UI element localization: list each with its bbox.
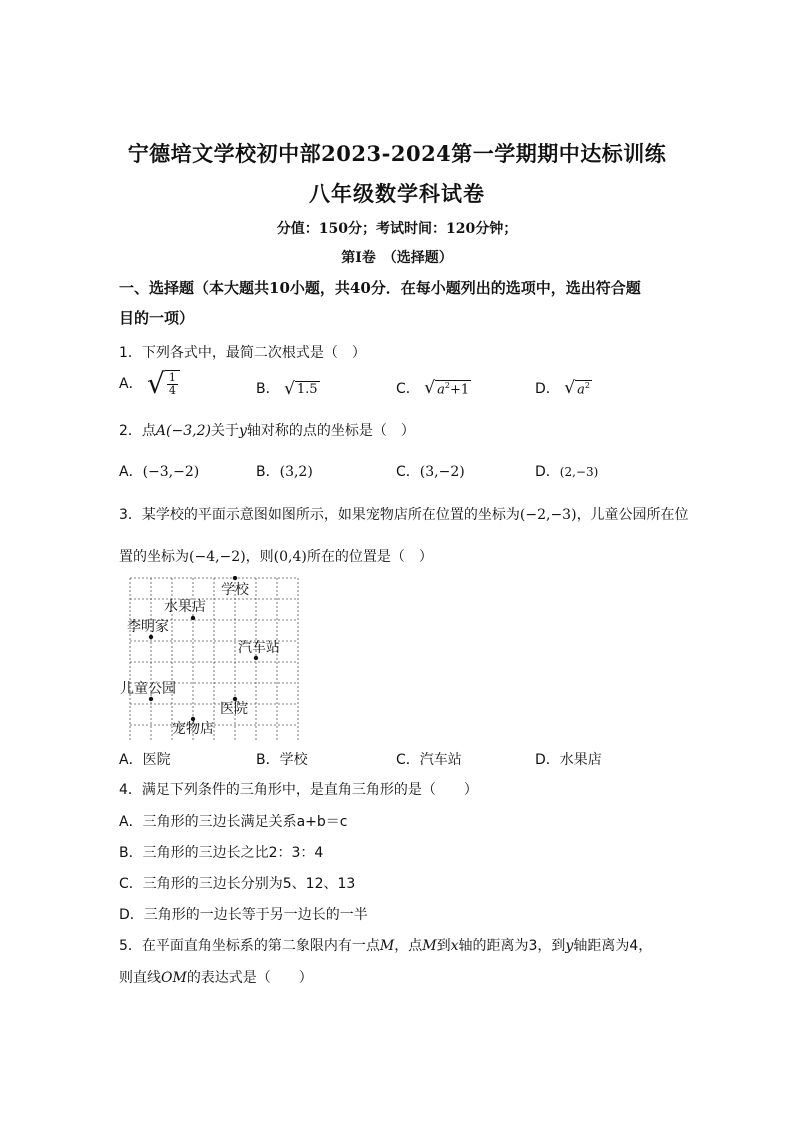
q1-option-a-expr: √ $\frac{1}{4}$ bbox=[147, 370, 180, 398]
q4-option-b: B．三角形的三边长之比2：3：4 bbox=[119, 845, 324, 861]
q2-option-b bbox=[256, 461, 313, 481]
q5-stem1-mid1: ，点 bbox=[394, 938, 423, 954]
q2-option-d-label: D． bbox=[535, 464, 560, 480]
q2-point: A(−3,2) bbox=[155, 423, 211, 439]
q5-point-m: M bbox=[379, 938, 395, 954]
q1-option-d bbox=[535, 378, 592, 398]
q1-option-c bbox=[396, 378, 471, 398]
q1-a-denominator: 4 bbox=[168, 384, 176, 397]
q1-c-exponent: 2 bbox=[444, 381, 450, 391]
q5-stem-line1 bbox=[119, 935, 652, 955]
map-label-fruit-shop: 水果店 bbox=[164, 599, 206, 615]
q3-stem2-pre: 置的坐标为 bbox=[119, 549, 189, 565]
q2-option-c-label: C． bbox=[396, 464, 420, 480]
q1-d-exponent: 2 bbox=[584, 381, 590, 391]
q3-option-c-label: C． bbox=[396, 752, 420, 768]
exam-subtitle: 八年级数学科试卷 bbox=[309, 181, 485, 206]
q2-stem bbox=[119, 420, 415, 440]
exam-title: 宁德培文学校初中部2023-2024第一学期期中达标训练 bbox=[127, 141, 667, 166]
q2-option-a bbox=[119, 461, 199, 481]
q3-stem2-mid: ，则 bbox=[245, 549, 274, 565]
q5-x-axis: x bbox=[450, 938, 459, 954]
map-label-children-park: 儿童公园 bbox=[120, 681, 176, 697]
q3-coord-target: (0,4) bbox=[273, 549, 307, 565]
q3-option-b-value: 学校 bbox=[279, 752, 308, 768]
q1-c-plus: +1 bbox=[449, 382, 470, 398]
q3-option-d-label: D． bbox=[535, 752, 560, 768]
q3-stem2-post: 所在的位置是（ ） bbox=[306, 549, 433, 565]
q3-coord-park: (−4,−2) bbox=[189, 549, 246, 565]
q1-c-var: a bbox=[437, 382, 445, 398]
q2-option-d bbox=[535, 461, 598, 481]
q1-option-c-label: C． bbox=[396, 381, 420, 397]
q1-option-d-expr: √ $a^2$ bbox=[564, 378, 590, 399]
q3-option-d-value: 水果店 bbox=[559, 752, 602, 768]
map-label-bus-station: 汽车站 bbox=[238, 640, 280, 656]
q2-option-c bbox=[396, 461, 465, 481]
q2-stem-pre: 2．点 bbox=[119, 423, 156, 439]
q2-option-a-value: (−3,−2) bbox=[142, 464, 200, 480]
fruit-shop-dot bbox=[191, 616, 195, 620]
q3-option-c bbox=[396, 749, 462, 769]
q5-y-axis: y bbox=[565, 938, 574, 954]
q3-option-c-value: 汽车站 bbox=[419, 752, 462, 768]
q4-option-d: D．三角形的一边长等于另一边长的一半 bbox=[119, 907, 368, 923]
q4-stem: 4．满足下列条件的三角形中，是直角三角形的是（ ） bbox=[119, 782, 478, 798]
q5-stem2-post: 的表达式是（ ） bbox=[186, 970, 313, 986]
li-home-dot bbox=[149, 635, 153, 639]
q5-line-om: OM bbox=[161, 970, 187, 986]
q1-option-a-label: A． bbox=[119, 376, 143, 392]
q5-point-m-2: M bbox=[422, 938, 437, 954]
q5-stem1-post: 轴距离为4， bbox=[573, 938, 653, 954]
q5-stem1-mid3: 轴的距离为3，到 bbox=[458, 938, 566, 954]
campus-map bbox=[120, 576, 320, 741]
q3-stem1-pre: 3．某学校的平面示意图如图所示，如果宠物店所在位置的坐标为 bbox=[119, 507, 520, 523]
q2-option-b-label: B． bbox=[256, 464, 280, 480]
q1-option-b bbox=[256, 378, 320, 398]
q4-option-a: A．三角形的三边长满足关系a+b＝c bbox=[119, 814, 348, 830]
map-label-hospital: 医院 bbox=[220, 701, 248, 717]
q1-option-a bbox=[119, 367, 180, 400]
q5-stem-line2 bbox=[119, 967, 313, 987]
q3-stem1-post: ，儿童公园所在位 bbox=[576, 507, 689, 523]
q2-option-c-value: (3,−2) bbox=[419, 464, 465, 480]
q2-axis: y bbox=[238, 423, 247, 439]
school-dot bbox=[233, 576, 237, 580]
score-time-line: 分值：150分；考试时间：120分钟； bbox=[276, 221, 518, 237]
q1-stem: 1．下列各式中，最简二次根式是（ ） bbox=[119, 345, 366, 361]
map-grid bbox=[130, 578, 298, 741]
q1-option-c-expr: √ $a^2+1$ bbox=[424, 378, 470, 399]
q2-option-b-value: (3,2) bbox=[279, 464, 313, 480]
q3-option-a-label: A． bbox=[119, 752, 143, 768]
q3-option-a bbox=[119, 749, 171, 769]
q1-d-var: a bbox=[577, 382, 585, 398]
map-label-school: 学校 bbox=[221, 582, 249, 598]
q3-coord-pet: (−2,−3) bbox=[519, 507, 577, 523]
q1-a-numerator: 1 bbox=[168, 370, 176, 384]
q3-stem-line2 bbox=[119, 546, 433, 566]
q5-stem1-pre: 5．在平面直角坐标系的第二象限内有一点 bbox=[119, 938, 380, 954]
q3-stem-line1 bbox=[119, 504, 689, 524]
q2-stem-mid: 关于 bbox=[210, 423, 239, 439]
q3-option-b-label: B． bbox=[256, 752, 280, 768]
q3-option-b bbox=[256, 749, 308, 769]
q4-option-c: C．三角形的三边长分别为5、12、13 bbox=[119, 876, 356, 892]
q1-b-radicand: 1.5 bbox=[296, 381, 318, 397]
q2-option-a-label: A． bbox=[119, 464, 143, 480]
q5-stem2-pre: 则直线 bbox=[119, 970, 161, 986]
q2-option-d-value: (2,−3) bbox=[559, 465, 599, 479]
bus-station-dot bbox=[254, 656, 258, 660]
map-label-li-home: 李明家 bbox=[127, 619, 169, 635]
q1-option-b-label: B． bbox=[256, 381, 280, 397]
section-heading-line2: 目的一项） bbox=[119, 309, 195, 327]
children-park-dot bbox=[149, 697, 153, 701]
section-heading-line1: 一、选择题（本大题共10小题，共40分．在每小题列出的选项中，选出符合题 bbox=[119, 279, 641, 297]
volume-heading: 第Ⅰ卷 （选择题） bbox=[341, 250, 453, 266]
q1-option-b-expr: √ 1.5 bbox=[284, 378, 318, 399]
q5-stem1-mid2: 到 bbox=[436, 938, 451, 954]
map-label-pet-shop: 宠物店 bbox=[172, 721, 214, 737]
q1-option-d-label: D． bbox=[535, 381, 560, 397]
q2-stem-post: 轴对称的点的坐标是（ ） bbox=[246, 423, 415, 439]
q3-option-d bbox=[535, 749, 602, 769]
q3-option-a-value: 医院 bbox=[142, 752, 171, 768]
